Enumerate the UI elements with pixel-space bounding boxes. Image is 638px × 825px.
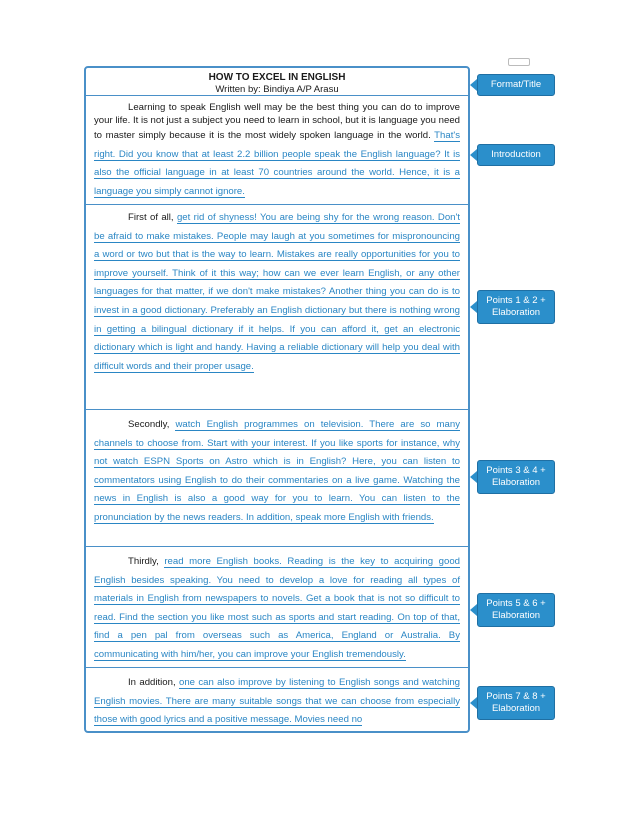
tag-format-title (477, 74, 555, 96)
tag-points-3-4-line1: Points 3 & 4 + (486, 465, 546, 476)
point5-lead: Thirdly, (128, 556, 159, 567)
points-7-8-section (86, 668, 468, 733)
tag-points-5-6-line2: Elaboration (491, 610, 541, 621)
points-5-6-section (86, 547, 468, 668)
tag-points-5-6 (477, 593, 555, 627)
intro-paragraph (94, 102, 460, 202)
tag-points-7-8-line2: Elaboration (491, 703, 541, 714)
points-1-2-paragraph (94, 209, 460, 376)
essay-title: HOW TO EXCEL IN ENGLISH (208, 72, 346, 83)
points-3-4-paragraph (94, 416, 460, 528)
point1-highlight-text: get rid of shyness! You are being shy for the wrong reason. Don't be afraid to make mistakes. People may laugh at you sometimes for mispronouncing a word or two but that is the way to learn. Mistakes are really opportunities for you to improve yourself. Think of it this way; how can we ever learn English, or any other languages for that matter, if we don't make mistakes? Another thing you can do is to invest in a good dictionary. Preferably an English dictionary but there is nothing wrong in getting a bilingual dictionary if it helps. If you can afford it, get an electronic dictionary which is light and handy. Having a reliable dictionary will help you deal with difficult words and their proper usage. (94, 212, 461, 372)
intro-highlight-text: That's right. Did you know that at least 2.2 billion people speak the English language? It is also the official language in at least 70 countries around the world. Hence, it is a language you simply cannot ignore. (94, 130, 460, 197)
points-5-6-paragraph (94, 553, 460, 665)
tag-points-3-4-line2: Elaboration (491, 477, 541, 488)
tag-format-title-label: Format/Title (490, 79, 542, 90)
points-7-8-paragraph (94, 674, 460, 730)
essay-header (86, 68, 468, 96)
point1-lead: First of all, (128, 212, 174, 223)
points-3-4-section (86, 410, 468, 547)
intro-plain-text: Learning to speak English well may be the best thing you can do to improve your life. It is not just a subject you need to learn in school, but it is language you need to master simply because it is the most widely spoken language in the world. (94, 102, 460, 142)
point3-highlight-text: watch English programmes on television. There are so many channels to choose from. Start with your interest. If you like sports for instance, why not watch ESPN Sports on Astro which is in English? Here, you can listen to commentators using English to do their commentaries on a live game. Watching the news in English is also a good way for you to learn. You can listen to the pronunciation by the news readers. In addition, speak more English with friends. (94, 419, 460, 523)
tag-points-3-4 (477, 460, 555, 494)
essay-frame (84, 66, 470, 733)
point3-lead: Secondly, (128, 419, 170, 430)
points-1-2-section (86, 205, 468, 410)
tag-points-5-6-line1: Points 5 & 6 + (486, 598, 546, 609)
intro-section (86, 96, 468, 205)
essay-byline: Written by: Bindiya A/P Arasu (215, 84, 339, 95)
tag-points-1-2-line1: Points 1 & 2 + (486, 295, 546, 306)
point5-highlight-text: read more English books. Reading is the key to acquiring good English besides speaking. You need to develop a love for reading all types of materials in English from newspapers to novels. Get a book that is not so difficult to read. Find the section you like most such as sports and start reading. On top of that, find a pen pal from overseas such as America, England or Australia. By communicating with him/her, you can improve your English tremendously. (94, 556, 461, 660)
tag-introduction-label: Introduction (491, 149, 541, 160)
tag-points-1-2-line2: Elaboration (491, 307, 541, 318)
tag-points-7-8 (477, 686, 555, 720)
tag-introduction (477, 144, 555, 166)
tag-points-1-2 (477, 290, 555, 324)
point7-lead: In addition, (128, 677, 176, 688)
corner-stamp (508, 58, 530, 66)
tag-points-7-8-line1: Points 7 & 8 + (486, 691, 546, 702)
point7-highlight-text: one can also improve by listening to English songs and watching English movies. There are many suitable songs that we can choose from especially those with good lyrics and a positive message. Movies need no (94, 677, 460, 726)
